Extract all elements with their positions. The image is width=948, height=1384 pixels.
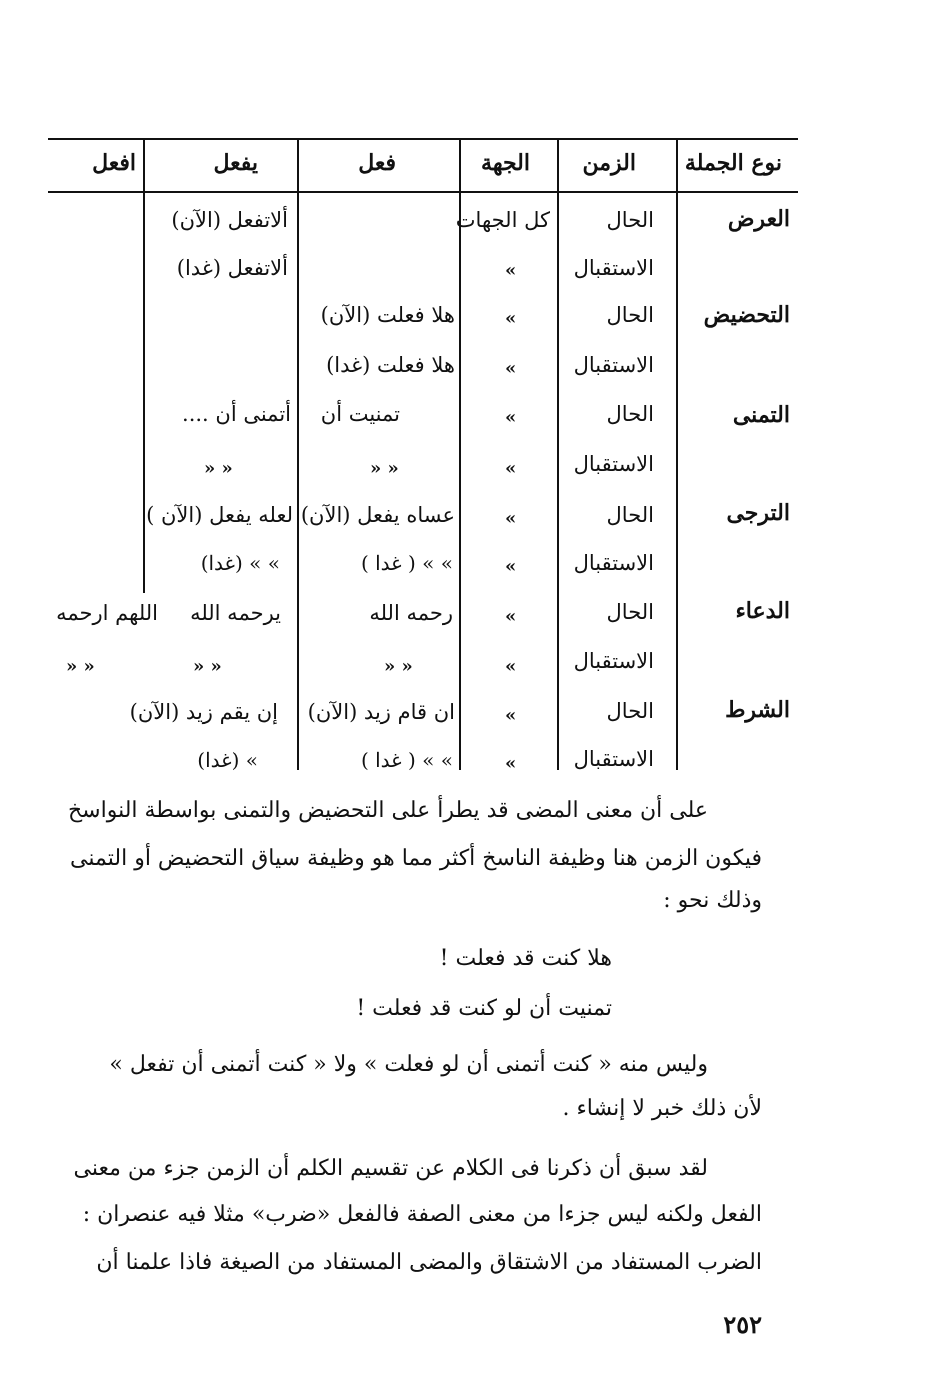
row-yaf3al: لعله يفعل (الآن ): [146, 503, 293, 527]
row-aspect: »: [505, 556, 517, 577]
row-aspect: »: [505, 458, 517, 479]
row-type: التحضيض: [703, 302, 790, 328]
col-divider: [676, 138, 678, 770]
row-time: الاستقبال: [573, 452, 654, 476]
paragraph-line: وذلك نحو :: [663, 888, 762, 913]
paragraph-line: فيكون الزمن هنا وظيفة الناسخ أكثر مما هو وظيفة سياق التحضيض أو التمنى: [70, 846, 762, 871]
paragraph-line: الفعل ولكنه ليس جزءا من معنى الصفة فالفعل «ضرب» مثلا فيه عنصران :: [82, 1202, 762, 1227]
row-fa3al: رحمه الله: [369, 601, 453, 625]
paragraph-line: وليس منه « كنت أتمنى أن لو فعلت » ولا « كنت أتمنى أن تفعل »: [109, 1052, 708, 1077]
row-aspect: »: [505, 656, 517, 677]
row-time: الحال: [606, 699, 654, 723]
row-if3al: » »: [66, 656, 95, 677]
col-divider: [143, 138, 145, 593]
row-aspect: »: [505, 705, 517, 726]
row-fa3al: » »: [370, 458, 399, 479]
row-time: الاستقبال: [573, 551, 654, 575]
row-time: الحال: [606, 303, 654, 327]
row-yaf3al: أتمنى أن ....: [182, 402, 291, 426]
row-yaf3al: » »: [204, 458, 233, 479]
row-fa3al: » »: [384, 656, 413, 677]
row-yaf3al: » (غدا): [197, 748, 258, 772]
row-fa3al: » » ( غدا ): [360, 748, 453, 772]
row-if3al: اللهم ارحمه: [56, 601, 158, 625]
row-aspect: كل الجهات: [455, 208, 550, 232]
row-fa3al: عساه يفعل (الآن): [300, 503, 455, 527]
col-divider: [459, 138, 461, 770]
row-type: الشرط: [725, 697, 790, 723]
row-yaf3al: يرحمه الله: [190, 601, 281, 625]
row-time: الحال: [606, 503, 654, 527]
table-header-rule: [48, 191, 798, 193]
paragraph-line: لأن ذلك خبر لا إنشاء .: [562, 1096, 762, 1121]
row-fa3al: هلا فعلت (الآن): [320, 303, 455, 327]
row-yaf3al: ألاتفعل (الآن): [171, 208, 288, 232]
example-line: هلا كنت قد فعلت !: [439, 946, 612, 971]
row-type: الترجى: [726, 500, 790, 526]
paragraph-line: لقد سبق أن ذكرنا فى الكلام عن تقسيم الكلم أن الزمن جزء من معنى: [73, 1156, 708, 1181]
row-yaf3al: » » (غدا): [200, 551, 280, 575]
paragraph-line: الضرب المستفاد من الاشتقاق والمضى المستفاد من الصيغة فاذا علمنا أن: [96, 1250, 762, 1275]
row-time: الحال: [606, 600, 654, 624]
row-type: العرض: [727, 206, 790, 232]
row-time: الحال: [606, 402, 654, 426]
row-aspect: »: [505, 407, 517, 428]
row-type: التمنى: [732, 402, 790, 428]
row-fa3al: هلا فعلت (غدا): [326, 353, 455, 377]
page-number: ٢٥٢: [723, 1310, 762, 1339]
row-yaf3al: ألاتفعل (غدا): [176, 256, 288, 280]
row-aspect: »: [505, 260, 517, 281]
header-fa3al: فعل: [358, 150, 396, 176]
row-aspect: »: [505, 508, 517, 529]
header-aspect: الجهة: [481, 150, 530, 176]
row-yaf3al: » »: [193, 656, 222, 677]
row-fa3al: ان قام زيد (الآن): [307, 700, 455, 724]
col-divider: [557, 138, 559, 770]
paragraph-line: على أن معنى المضى قد يطرأ على التحضيض والتمنى بواسطة النواسخ: [67, 798, 708, 823]
row-time: الاستقبال: [573, 353, 654, 377]
row-time: الاستقبال: [573, 747, 654, 771]
row-aspect: »: [505, 308, 517, 329]
header-time: الزمن: [582, 150, 636, 176]
row-fa3al: » » ( غدا ): [360, 551, 453, 575]
header-yaf3al: يفعل: [213, 150, 258, 176]
row-yaf3al: إن يقم زيد (الآن): [129, 700, 278, 724]
header-type: نوع الجملة: [684, 150, 782, 176]
row-time: الاستقبال: [573, 649, 654, 673]
table-top-rule: [48, 138, 798, 140]
header-if3al: افعل: [92, 150, 136, 176]
row-fa3al: تمنيت أن: [320, 402, 400, 426]
row-aspect: »: [505, 606, 517, 627]
col-divider: [297, 138, 299, 770]
example-line: تمنيت أن لو كنت قد فعلت !: [356, 996, 612, 1021]
row-type: الدعاء: [735, 598, 790, 624]
row-time: الحال: [606, 208, 654, 232]
row-time: الاستقبال: [573, 256, 654, 280]
row-aspect: »: [505, 358, 517, 379]
row-aspect: »: [505, 753, 517, 774]
